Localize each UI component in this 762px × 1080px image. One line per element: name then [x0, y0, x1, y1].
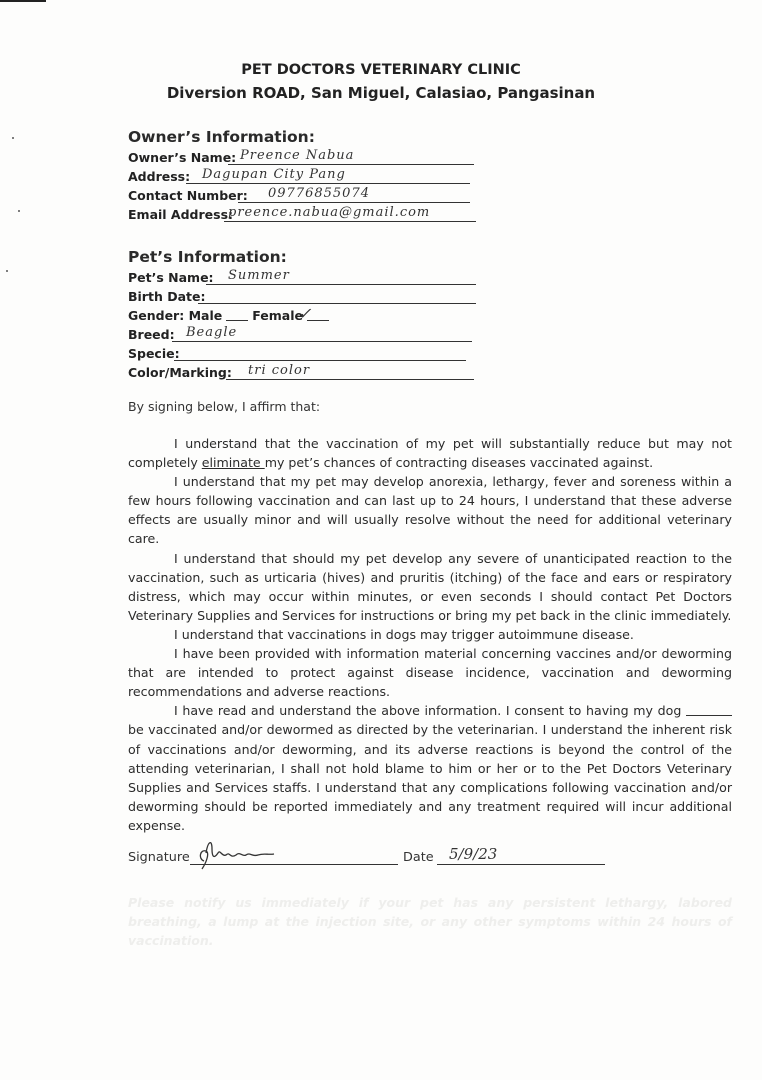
breed-line [172, 341, 472, 342]
clinic-address: Diversion ROAD, San Miguel, Calasiao, Pangasinan [166, 84, 596, 102]
breed-label: Breed: [128, 327, 175, 342]
signature-field[interactable] [128, 845, 400, 867]
address-line [186, 183, 470, 184]
owner-name-line [228, 164, 474, 165]
address-value: Dagupan City Pang [202, 167, 346, 182]
dog-name-blank[interactable] [686, 715, 732, 716]
scan-speck [18, 210, 20, 212]
specie-field[interactable] [128, 343, 468, 363]
statement-information-provided: I have been provided with information material concerning vaccines and/or deworming that are intended to protect against disease incidence, vaccination and deworming recommendations and adverse reactions. [128, 646, 732, 700]
email-label: Email Address: [128, 207, 234, 222]
gender-female-label: Female [252, 308, 303, 323]
email-value: preence.nabua@gmail.com [228, 205, 431, 220]
date-label: Date [403, 850, 434, 865]
pet-name-field[interactable] [128, 267, 478, 287]
clinic-name: PET DOCTORS VETERINARY CLINIC [241, 62, 521, 78]
contact-field[interactable] [128, 185, 476, 205]
color-marking-field[interactable] [128, 362, 476, 382]
owner-section-title: Owner’s Information: [128, 128, 315, 146]
address-field[interactable] [128, 166, 476, 186]
statement-autoimmune: I understand that vaccinations in dogs may trigger autoimmune disease. [174, 626, 634, 642]
pet-name-label: Pet’s Name: [128, 270, 214, 285]
scan-speck [6, 270, 8, 272]
statement-vaccination-reduce: I understand that the vaccination of my pet will substantially reduce but may not completely eliminate my pet’s chances of contracting diseases vaccinated against. [128, 436, 732, 471]
pet-name-line [206, 284, 476, 285]
statement-side-effects: I understand that my pet may develop anorexia, lethargy, fever and soreness within a few hours following vaccination and can last up to 24 hours, I understand that these adverse effects are usually minor and will usually resolve without the need for additional veterinary care. [128, 474, 732, 547]
female-check-mark: ✓ [298, 304, 312, 323]
breed-value: Beagle [186, 325, 238, 340]
owner-name-label: Owner’s Name: [128, 150, 237, 165]
email-line [224, 221, 476, 222]
birth-date-label: Birth Date: [128, 289, 206, 304]
pet-name-value: Summer [228, 268, 290, 283]
contact-value: 09776855074 [268, 186, 370, 201]
contact-line [238, 202, 470, 203]
birth-date-line [198, 303, 476, 304]
address-label: Address: [128, 169, 191, 184]
faded-footer-note: Please notify us immediately if your pet has any persistent lethargy, labored breathing, a lump at the injection site, or any other symptoms within 24 hours of vaccination. [128, 895, 732, 948]
color-marking-label: Color/Marking: [128, 365, 232, 380]
specie-label: Specie: [128, 346, 180, 361]
gender-field[interactable] [128, 305, 348, 325]
owner-name-value: Preence Nabua [240, 148, 355, 163]
contact-label: Contact Number: [128, 188, 248, 203]
scan-speck [12, 137, 14, 139]
statement-severe-reaction: I understand that should my pet develop any severe of unanticipated reaction to the vaccination, such as urticaria (hives) and pruritis (itching) of the face and ears or respiratory distress, which may occur within minutes, or even seconds I should contact Pet Doctors Veterinary Supplies and Services for instructions or bring my pet back in the clinic immediately. [128, 550, 732, 623]
specie-line [174, 360, 466, 361]
breed-field[interactable] [128, 324, 474, 344]
color-marking-value: tri color [248, 363, 311, 378]
date-field[interactable] [403, 845, 607, 867]
consent-statements [128, 434, 732, 835]
owner-name-field[interactable] [128, 147, 476, 167]
date-value: 5/9/23 [449, 845, 498, 863]
affirm-intro: By signing below, I affirm that: [128, 399, 321, 414]
pet-section-title: Pet’s Information: [128, 248, 287, 266]
scan-edge-mark [0, 0, 46, 2]
date-line [437, 864, 605, 865]
signature-label: Signature [128, 850, 190, 865]
birth-date-field[interactable] [128, 286, 478, 306]
color-marking-line [226, 379, 474, 380]
email-field[interactable] [128, 204, 480, 224]
male-blank[interactable] [226, 320, 248, 321]
statement-consent: I have read and understand the above information. I consent to having my dog be vaccinated and/or dewormed as directed by the veterinarian. I understand the inherent risk of vaccinations and/or deworming, and its adverse reactions is beyond the control of the attending veterinarian, I shall not hold blame to him or her or to the Pet Doctors Veterinary Supplies and Services staffs. I understand that any complications following vaccination and/or deworming should be reported immediately and any treatment required will incur additional expense. [128, 703, 732, 833]
gender-male-label: Gender: Male [128, 308, 223, 323]
handwritten-signature [190, 839, 282, 873]
